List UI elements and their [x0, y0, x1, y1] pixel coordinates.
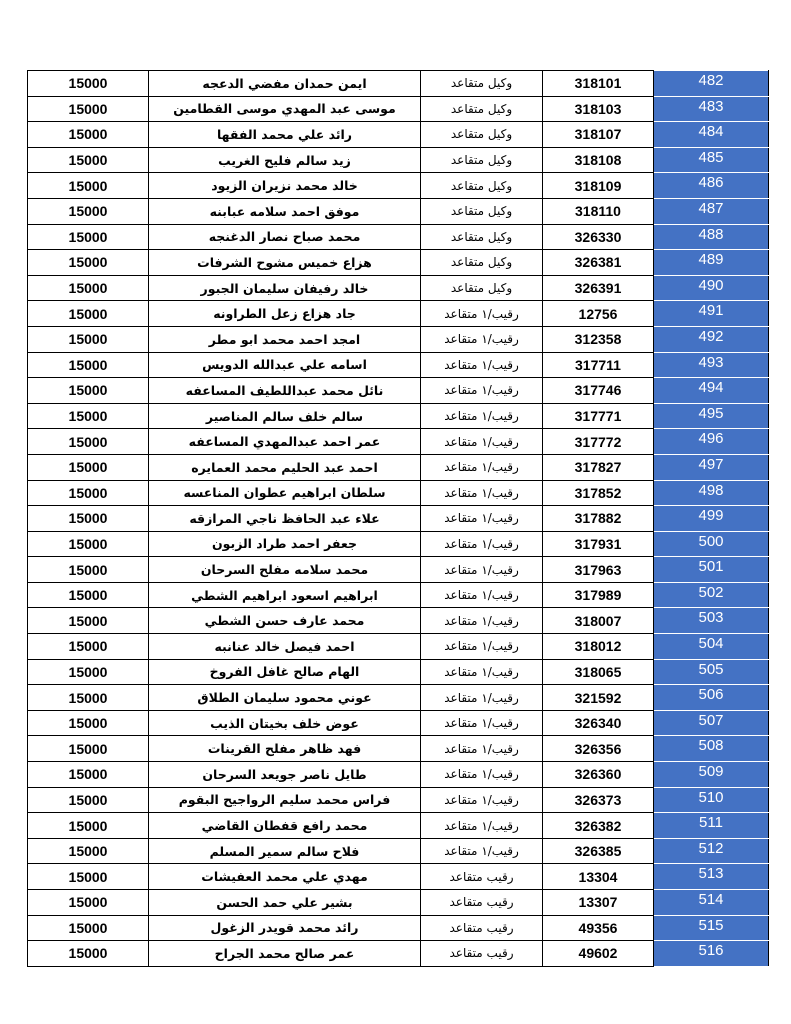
military-number-cell: 49356 [543, 915, 654, 941]
sequence-number-cell: 483 [654, 96, 769, 122]
table-row [28, 147, 769, 173]
amount-cell: 15000 [28, 173, 149, 199]
sequence-number-cell: 498 [654, 480, 769, 506]
rank-cell: رقيب/١ متقاعد [421, 634, 543, 660]
table-row [28, 454, 769, 480]
amount-cell: 15000 [28, 890, 149, 916]
name-cell: اسامه علي عبدالله الدويس [149, 352, 421, 378]
table-row [28, 762, 769, 788]
amount-cell: 15000 [28, 736, 149, 762]
name-cell: عوض خلف بخيتان الذيب [149, 710, 421, 736]
name-cell: موسى عبد المهدي موسى القطامين [149, 96, 421, 122]
military-number-cell: 321592 [543, 685, 654, 711]
military-number-cell: 312358 [543, 326, 654, 352]
rank-cell: رقيب/١ متقاعد [421, 429, 543, 455]
table-row [28, 198, 769, 224]
table-row [28, 71, 769, 97]
table-row [28, 378, 769, 404]
name-cell: خالد رفيفان سليمان الجبور [149, 275, 421, 301]
table-row [28, 480, 769, 506]
rank-cell: رقيب/١ متقاعد [421, 608, 543, 634]
military-number-cell: 318101 [543, 71, 654, 97]
table-row [28, 890, 769, 916]
name-cell: رائد علي محمد الفقها [149, 122, 421, 148]
military-number-cell: 326385 [543, 838, 654, 864]
amount-cell: 15000 [28, 250, 149, 276]
name-cell: موفق احمد سلامه عبابنه [149, 198, 421, 224]
military-number-cell: 326330 [543, 224, 654, 250]
table-row [28, 429, 769, 455]
name-cell: سلطان ابراهيم عطوان المناعسه [149, 480, 421, 506]
sequence-number-cell: 502 [654, 582, 769, 608]
rank-cell: وكيل متقاعد [421, 224, 543, 250]
sequence-number-cell: 503 [654, 608, 769, 634]
sequence-number-cell: 515 [654, 915, 769, 941]
military-number-cell: 318109 [543, 173, 654, 199]
military-number-cell: 49602 [543, 941, 654, 967]
amount-cell: 15000 [28, 378, 149, 404]
sequence-number-cell: 509 [654, 762, 769, 788]
table-row [28, 122, 769, 148]
name-cell: جعفر احمد طراد الزبون [149, 531, 421, 557]
name-cell: محمد سلامه مفلح السرحان [149, 557, 421, 583]
name-cell: عوني محمود سليمان الطلاق [149, 685, 421, 711]
table-row [28, 608, 769, 634]
table-row [28, 864, 769, 890]
name-cell: رائد محمد قويدر الزغول [149, 915, 421, 941]
amount-cell: 15000 [28, 224, 149, 250]
sequence-number-cell: 504 [654, 634, 769, 660]
amount-cell: 15000 [28, 659, 149, 685]
military-number-cell: 317963 [543, 557, 654, 583]
rank-cell: وكيل متقاعد [421, 250, 543, 276]
amount-cell: 15000 [28, 787, 149, 813]
amount-cell: 15000 [28, 429, 149, 455]
rank-cell: رقيب/١ متقاعد [421, 838, 543, 864]
amount-cell: 15000 [28, 454, 149, 480]
sequence-number-cell: 482 [654, 71, 769, 97]
table-row [28, 787, 769, 813]
military-number-cell: 13307 [543, 890, 654, 916]
military-number-cell: 317989 [543, 582, 654, 608]
table-row [28, 941, 769, 967]
rank-cell: وكيل متقاعد [421, 173, 543, 199]
rank-cell: رقيب متقاعد [421, 890, 543, 916]
amount-cell: 15000 [28, 634, 149, 660]
name-cell: ابراهيم اسعود ابراهيم الشطي [149, 582, 421, 608]
military-number-cell: 317711 [543, 352, 654, 378]
sequence-number-cell: 500 [654, 531, 769, 557]
military-number-cell: 326381 [543, 250, 654, 276]
sequence-number-cell: 484 [654, 122, 769, 148]
amount-cell: 15000 [28, 838, 149, 864]
military-number-cell: 318012 [543, 634, 654, 660]
military-number-cell: 326356 [543, 736, 654, 762]
rank-cell: رقيب/١ متقاعد [421, 557, 543, 583]
name-cell: نائل محمد عبداللطيف المساعفه [149, 378, 421, 404]
table-row [28, 915, 769, 941]
rank-cell: رقيب/١ متقاعد [421, 326, 543, 352]
rank-cell: رقيب/١ متقاعد [421, 480, 543, 506]
sequence-number-cell: 487 [654, 198, 769, 224]
rank-cell: رقيب/١ متقاعد [421, 685, 543, 711]
amount-cell: 15000 [28, 710, 149, 736]
table-row [28, 173, 769, 199]
name-cell: علاء عبد الحافظ ناجي المرازقه [149, 506, 421, 532]
rank-cell: رقيب/١ متقاعد [421, 710, 543, 736]
table-row [28, 659, 769, 685]
name-cell: جاد هزاع زعل الطراونه [149, 301, 421, 327]
name-cell: مهدي علي محمد العفيشات [149, 864, 421, 890]
amount-cell: 15000 [28, 326, 149, 352]
name-cell: هزاع خميس مشوح الشرفات [149, 250, 421, 276]
name-cell: طايل ناصر جويعد السرحان [149, 762, 421, 788]
name-cell: خالد محمد نزيران الزيود [149, 173, 421, 199]
sequence-number-cell: 485 [654, 147, 769, 173]
name-cell: محمد صباح نصار الدغنجه [149, 224, 421, 250]
sequence-number-cell: 514 [654, 890, 769, 916]
table-row [28, 275, 769, 301]
military-number-cell: 326391 [543, 275, 654, 301]
name-cell: زيد سالم فليح الغريب [149, 147, 421, 173]
name-cell: فراس محمد سليم الرواجيح البقوم [149, 787, 421, 813]
sequence-number-cell: 516 [654, 941, 769, 967]
name-cell: عمر احمد عبدالمهدي المساعفه [149, 429, 421, 455]
military-number-cell: 318007 [543, 608, 654, 634]
military-number-cell: 317931 [543, 531, 654, 557]
table-body [28, 71, 769, 967]
military-number-cell: 317746 [543, 378, 654, 404]
rank-cell: وكيل متقاعد [421, 275, 543, 301]
amount-cell: 15000 [28, 71, 149, 97]
rank-cell: رقيب/١ متقاعد [421, 454, 543, 480]
amount-cell: 15000 [28, 864, 149, 890]
military-number-cell: 318103 [543, 96, 654, 122]
military-number-cell: 318107 [543, 122, 654, 148]
name-cell: احمد عبد الحليم محمد العمايره [149, 454, 421, 480]
table-row [28, 403, 769, 429]
sequence-number-cell: 495 [654, 403, 769, 429]
sequence-number-cell: 486 [654, 173, 769, 199]
table-row [28, 685, 769, 711]
table-row [28, 250, 769, 276]
military-number-cell: 13304 [543, 864, 654, 890]
amount-cell: 15000 [28, 685, 149, 711]
amount-cell: 15000 [28, 96, 149, 122]
rank-cell: رقيب/١ متقاعد [421, 531, 543, 557]
military-number-cell: 317852 [543, 480, 654, 506]
sequence-number-cell: 506 [654, 685, 769, 711]
sequence-number-cell: 511 [654, 813, 769, 839]
rank-cell: وكيل متقاعد [421, 71, 543, 97]
rank-cell: رقيب/١ متقاعد [421, 378, 543, 404]
sequence-number-cell: 496 [654, 429, 769, 455]
rank-cell: رقيب/١ متقاعد [421, 736, 543, 762]
name-cell: احمد فيصل خالد عنانبه [149, 634, 421, 660]
sequence-number-cell: 492 [654, 326, 769, 352]
table-row [28, 301, 769, 327]
amount-cell: 15000 [28, 762, 149, 788]
amount-cell: 15000 [28, 275, 149, 301]
sequence-number-cell: 499 [654, 506, 769, 532]
sequence-number-cell: 491 [654, 301, 769, 327]
military-number-cell: 12756 [543, 301, 654, 327]
sequence-number-cell: 508 [654, 736, 769, 762]
sequence-number-cell: 497 [654, 454, 769, 480]
name-cell: ايمن حمدان مفضي الدعجه [149, 71, 421, 97]
amount-cell: 15000 [28, 403, 149, 429]
military-number-cell: 318108 [543, 147, 654, 173]
amount-cell: 15000 [28, 608, 149, 634]
rank-cell: رقيب/١ متقاعد [421, 403, 543, 429]
rank-cell: رقيب/١ متقاعد [421, 762, 543, 788]
amount-cell: 15000 [28, 301, 149, 327]
military-number-cell: 318110 [543, 198, 654, 224]
amount-cell: 15000 [28, 147, 149, 173]
amount-cell: 15000 [28, 915, 149, 941]
amount-cell: 15000 [28, 480, 149, 506]
rank-cell: رقيب/١ متقاعد [421, 659, 543, 685]
table-row [28, 506, 769, 532]
amount-cell: 15000 [28, 582, 149, 608]
table-row [28, 352, 769, 378]
name-cell: سالم خلف سالم المناصير [149, 403, 421, 429]
table-row [28, 557, 769, 583]
rank-cell: رقيب/١ متقاعد [421, 506, 543, 532]
amount-cell: 15000 [28, 198, 149, 224]
rank-cell: وكيل متقاعد [421, 198, 543, 224]
amount-cell: 15000 [28, 122, 149, 148]
sequence-number-cell: 507 [654, 710, 769, 736]
table-row [28, 813, 769, 839]
rank-cell: رقيب متقاعد [421, 864, 543, 890]
military-number-cell: 317882 [543, 506, 654, 532]
name-cell: بشير علي حمد الحسن [149, 890, 421, 916]
sequence-number-cell: 510 [654, 787, 769, 813]
amount-cell: 15000 [28, 531, 149, 557]
name-cell: عمر صالح محمد الجراح [149, 941, 421, 967]
amount-cell: 15000 [28, 813, 149, 839]
military-number-cell: 326382 [543, 813, 654, 839]
name-cell: فلاح سالم سمير المسلم [149, 838, 421, 864]
sequence-number-cell: 490 [654, 275, 769, 301]
rank-cell: وكيل متقاعد [421, 96, 543, 122]
rank-cell: رقيب متقاعد [421, 941, 543, 967]
name-cell: امجد احمد محمد ابو مطر [149, 326, 421, 352]
table-row [28, 634, 769, 660]
rank-cell: رقيب/١ متقاعد [421, 787, 543, 813]
name-cell: محمد رافع قفطان القاضي [149, 813, 421, 839]
table-row [28, 838, 769, 864]
military-number-cell: 318065 [543, 659, 654, 685]
military-number-cell: 317771 [543, 403, 654, 429]
amount-cell: 15000 [28, 506, 149, 532]
military-number-cell: 326360 [543, 762, 654, 788]
table-row [28, 531, 769, 557]
table-row [28, 326, 769, 352]
military-number-cell: 317827 [543, 454, 654, 480]
table-row [28, 736, 769, 762]
sequence-number-cell: 493 [654, 352, 769, 378]
military-number-cell: 326340 [543, 710, 654, 736]
beneficiaries-table [27, 70, 769, 967]
military-number-cell: 317772 [543, 429, 654, 455]
amount-cell: 15000 [28, 352, 149, 378]
amount-cell: 15000 [28, 941, 149, 967]
sequence-number-cell: 505 [654, 659, 769, 685]
sequence-number-cell: 488 [654, 224, 769, 250]
name-cell: الهام صالح غافل الفروخ [149, 659, 421, 685]
rank-cell: رقيب/١ متقاعد [421, 813, 543, 839]
rank-cell: رقيب/١ متقاعد [421, 301, 543, 327]
rank-cell: رقيب متقاعد [421, 915, 543, 941]
sequence-number-cell: 513 [654, 864, 769, 890]
sequence-number-cell: 512 [654, 838, 769, 864]
table-row [28, 582, 769, 608]
rank-cell: وكيل متقاعد [421, 122, 543, 148]
rank-cell: رقيب/١ متقاعد [421, 352, 543, 378]
name-cell: محمد عارف حسن الشطي [149, 608, 421, 634]
sequence-number-cell: 489 [654, 250, 769, 276]
table-row [28, 96, 769, 122]
rank-cell: رقيب/١ متقاعد [421, 582, 543, 608]
table-row [28, 224, 769, 250]
table-row [28, 710, 769, 736]
name-cell: فهد ظاهر مفلح القرينات [149, 736, 421, 762]
military-number-cell: 326373 [543, 787, 654, 813]
sequence-number-cell: 494 [654, 378, 769, 404]
sequence-number-cell: 501 [654, 557, 769, 583]
amount-cell: 15000 [28, 557, 149, 583]
rank-cell: وكيل متقاعد [421, 147, 543, 173]
